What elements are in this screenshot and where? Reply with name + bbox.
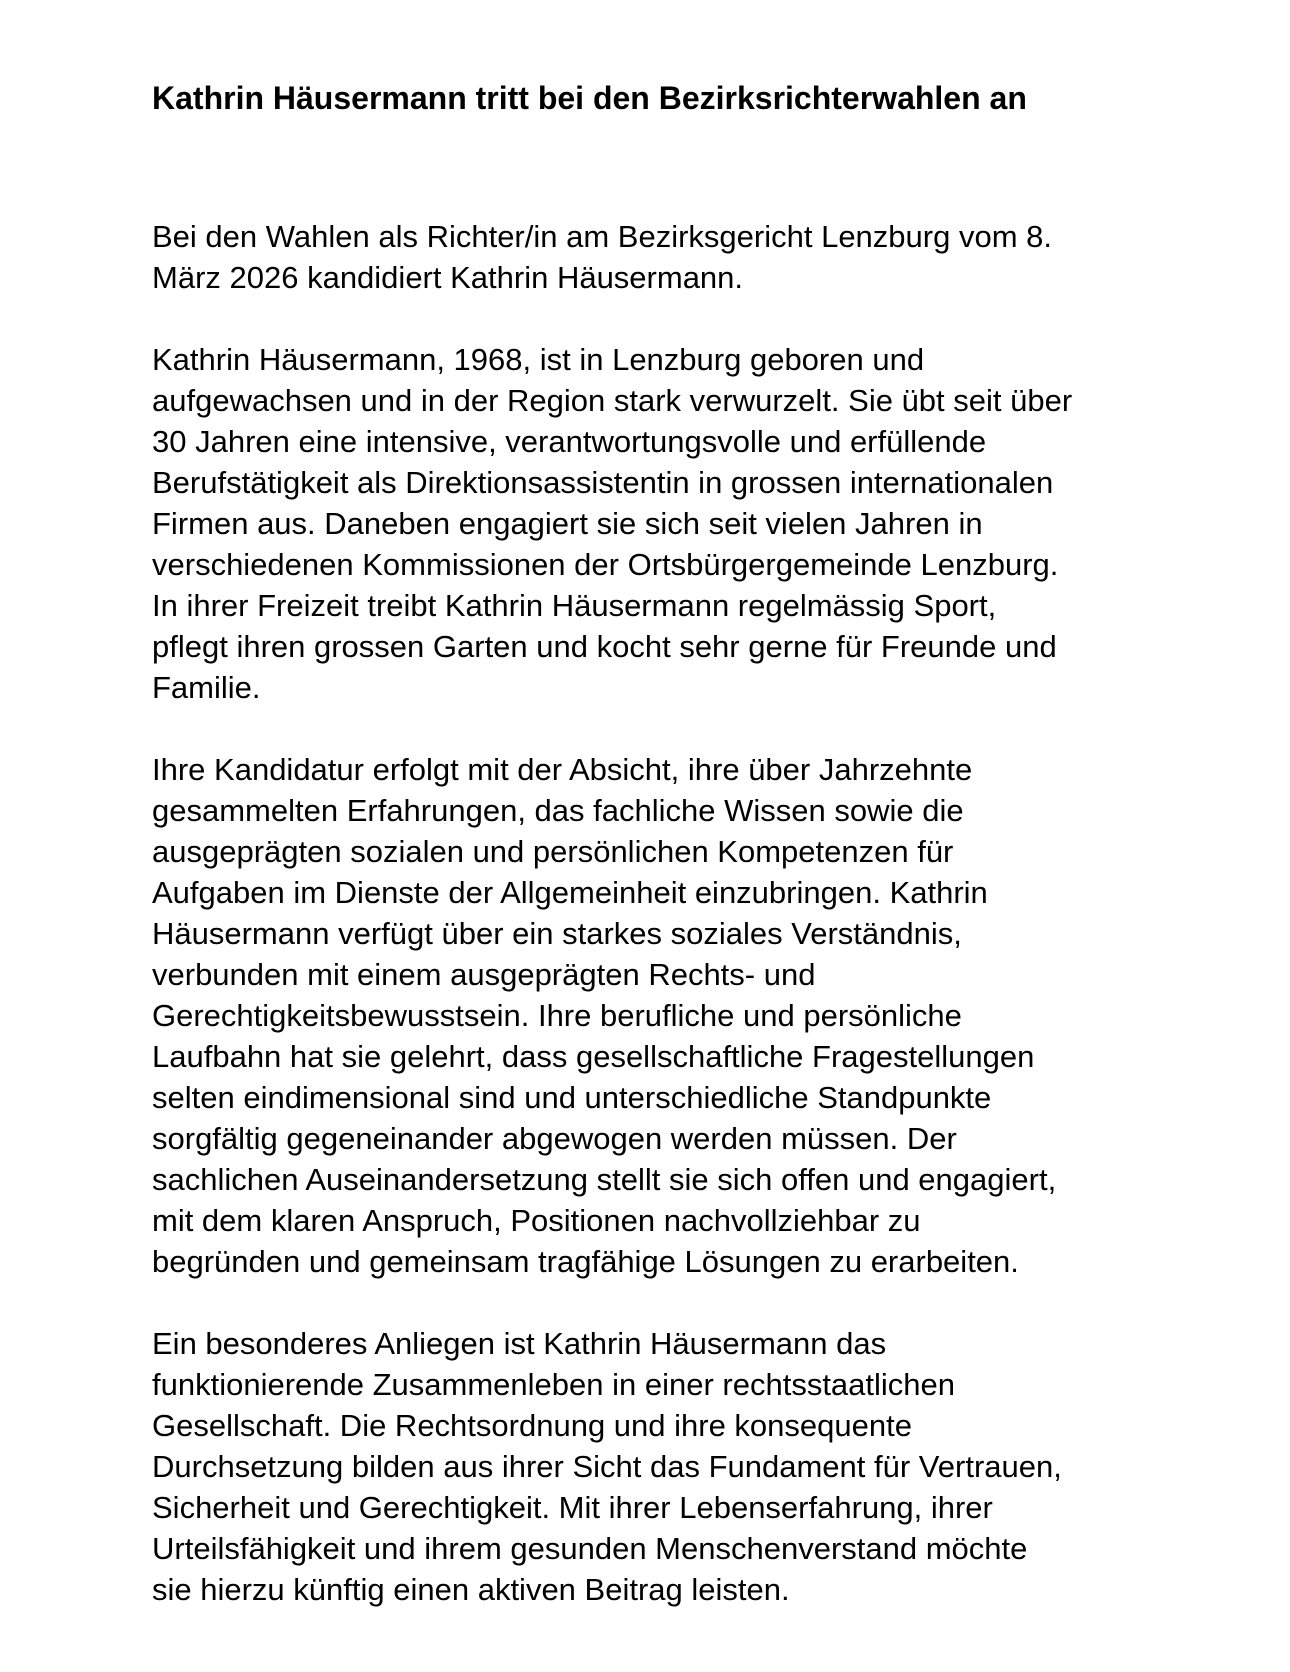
text-line: gesammelten Erfahrungen, das fachliche Wissen sowie die (152, 793, 964, 828)
paragraph-motivation (152, 749, 1212, 1282)
text-line: pflegt ihren grossen Garten und kocht sehr gerne für Freunde und (152, 629, 1057, 664)
text-line: Gesellschaft. Die Rechtsordnung und ihre konsequente (152, 1408, 912, 1443)
text-line: sachlichen Auseinandersetzung stellt sie sich offen und engagiert, (152, 1162, 1057, 1197)
paragraph-biography (152, 339, 1212, 708)
text-line: begründen und gemeinsam tragfähige Lösungen zu erarbeiten. (152, 1244, 1019, 1279)
text-line: funktionierende Zusammenleben in einer rechtsstaatlichen (152, 1367, 956, 1402)
paragraph-candidacy (152, 216, 1212, 298)
text-line: Familie. (152, 670, 261, 705)
text-line: Gerechtigkeitsbewusstsein. Ihre berufliche und persönliche (152, 998, 962, 1033)
text-line: Häusermann verfügt über ein starkes soziales Verständnis, (152, 916, 962, 951)
text-line: ausgeprägten sozialen und persönlichen Kompetenzen für (152, 834, 954, 869)
text-line: Urteilsfähigkeit und ihrem gesunden Menschenverstand möchte (152, 1531, 1028, 1566)
document-title: Kathrin Häusermann tritt bei den Bezirksrichterwahlen an (152, 80, 1027, 116)
text-line: Durchsetzung bilden aus ihrer Sicht das Fundament für Vertrauen, (152, 1449, 1062, 1484)
document-page (152, 78, 1212, 1651)
paragraph-concern (152, 1323, 1212, 1610)
text-line: Aufgaben im Dienste der Allgemeinheit einzubringen. Kathrin (152, 875, 988, 910)
text-line: In ihrer Freizeit treibt Kathrin Häusermann regelmässig Sport, (152, 588, 997, 623)
text-line: Ein besonderes Anliegen ist Kathrin Häusermann das (152, 1326, 887, 1361)
text-line: Kathrin Häusermann, 1968, ist in Lenzburg geboren und (152, 342, 925, 377)
text-line: sie hierzu künftig einen aktiven Beitrag leisten. (152, 1572, 790, 1607)
text-line: Bei den Wahlen als Richter/in am Bezirksgericht Lenzburg vom 8. (152, 219, 1052, 254)
text-line: Sicherheit und Gerechtigkeit. Mit ihrer Lebenserfahrung, ihrer (152, 1490, 993, 1525)
text-line: mit dem klaren Anspruch, Positionen nachvollziehbar zu (152, 1203, 921, 1238)
text-line: 30 Jahren eine intensive, verantwortungsvolle und erfüllende (152, 424, 987, 459)
text-line: März 2026 kandidiert Kathrin Häusermann. (152, 260, 744, 295)
text-line: sorgfältig gegeneinander abgewogen werden müssen. Der (152, 1121, 957, 1156)
text-line: aufgewachsen und in der Region stark verwurzelt. Sie übt seit über (152, 383, 1073, 418)
text-line: Firmen aus. Daneben engagiert sie sich seit vielen Jahren in (152, 506, 983, 541)
document-body (152, 216, 1212, 1610)
text-line: Ihre Kandidatur erfolgt mit der Absicht, ihre über Jahrzehnte (152, 752, 973, 787)
text-line: verbunden mit einem ausgeprägten Rechts- und (152, 957, 816, 992)
text-line: Laufbahn hat sie gelehrt, dass gesellschaftliche Fragestellungen (152, 1039, 1035, 1074)
text-line: verschiedenen Kommissionen der Ortsbürgergemeinde Lenzburg. (152, 547, 1059, 582)
text-line: selten eindimensional sind und unterschiedliche Standpunkte (152, 1080, 992, 1115)
text-line: Berufstätigkeit als Direktionsassistentin in grossen internationalen (152, 465, 1054, 500)
